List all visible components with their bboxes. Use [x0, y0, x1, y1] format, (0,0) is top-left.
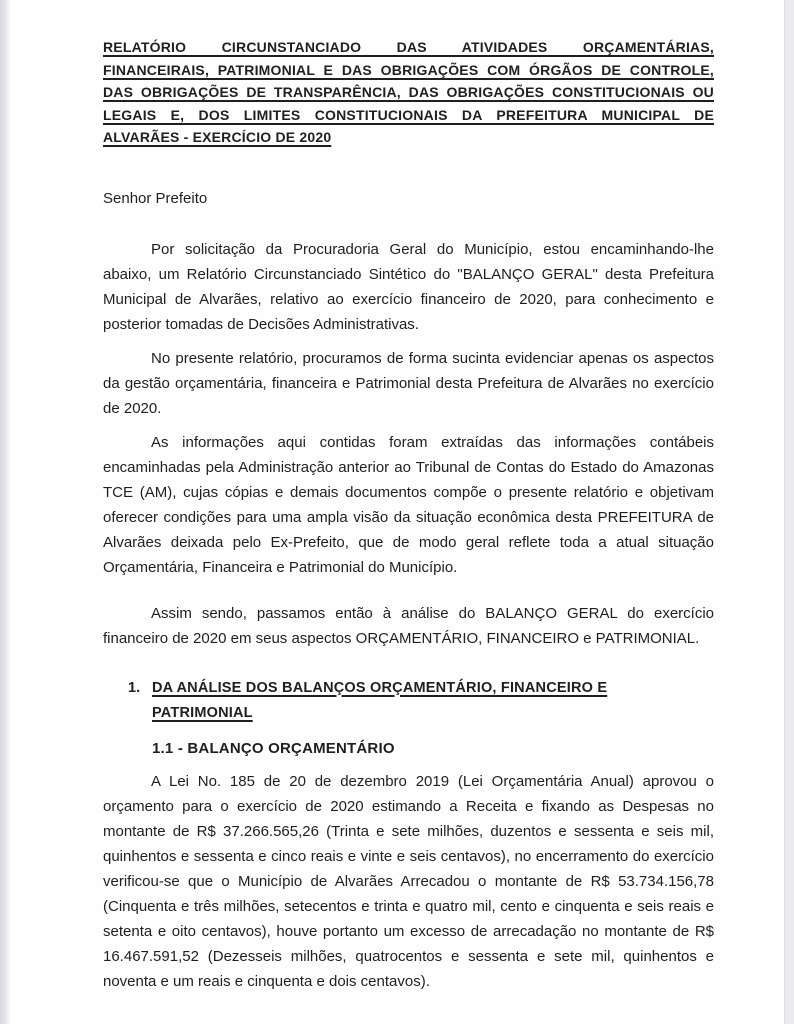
section-heading-text [152, 676, 714, 726]
heading-line: DA ANÁLISE DOS BALANÇOS ORÇAMENTÁRIO, FINANCEIRO E [152, 679, 608, 696]
title-line: RELATÓRIO CIRCUNSTANCIADO DAS ATIVIDADES ORÇAMENTÁRIAS, [103, 39, 714, 55]
body-paragraph: A Lei No. 185 de 20 de dezembro 2019 (Lei Orçamentária Anual) aprovou o orçamento para o exercício de 2020 estimando a Receita e fixando as Despesas no montante de R$ 37.266.565,26 (Trinta e sete milhões, duzentos e sessenta e seis mil, quinhentos e sessenta e cinco reais e vinte e seis centavos), no encerramento do exercício verificou-se que o Município de Alvarães Arrecadou o montante de R$ 53.734.156,78 (Cinquenta e três milhões, setecentos e trinta e quatro mil, cento e cinquenta e seis reais e setenta e oito centavos), houve portanto um excesso de arrecadação no montante de R$ 16.467.591,52 (Dezesseis milhões, quatrocentos e sessenta e sete mil, quinhentos e noventa e um reais e cinquenta e dois centavos). [103, 772, 714, 990]
document-title [103, 36, 714, 149]
section-number: 1. [128, 679, 141, 696]
title-line: DAS OBRIGAÇÕES DE TRANSPARÊNCIA, DAS OBRIGAÇÕES CONSTITUCIONAIS OU [103, 84, 714, 100]
body-paragraph: Por solicitação da Procuradoria Geral do Município, estou encaminhando-lhe abaixo, um Relatório Circunstanciado Sintético do "BALANÇO GERAL" desta Prefeitura Municipal de Alvarães, relativo ao exercício financeiro de 2020, para conhecimento e posterior tomadas de Decisões Administrativas. [103, 240, 714, 333]
heading-line: PATRIMONIAL [152, 704, 253, 721]
body-paragraph: No presente relatório, procuramos de forma sucinta evidenciar apenas os aspectos da gestão orçamentária, financeira e Patrimonial desta Prefeitura de Alvarães no exercício de 2020. [103, 349, 714, 417]
scan-edge-right [784, 0, 794, 1024]
section-1-heading [103, 676, 714, 726]
subsection-1-1-heading: 1.1 - BALANÇO ORÇAMENTÁRIO [152, 739, 395, 757]
title-line: ALVARÃES - EXERCÍCIO DE 2020 [103, 129, 332, 145]
document-content [103, 0, 714, 994]
title-line: FINANCEIRAIS, PATRIMONIAL E DAS OBRIGAÇÕES COM ÓRGÃOS DE CONTROLE, [103, 61, 714, 78]
title-line: LEGAIS E, DOS LIMITES CONSTITUCIONAIS DA PREFEITURA MUNICIPAL DE [103, 106, 714, 123]
scan-edge-left [0, 0, 10, 1024]
body-paragraph: As informações aqui contidas foram extraídas das informações contábeis encaminhadas pela Administração anterior ao Tribunal de Contas do Estado do Amazonas TCE (AM), cujas cópias e demais documentos compõe o presente relatório e objetivam oferecer condições para uma ampla visão da situação econômica desta PREFEITURA de Alvarães deixada pelo Ex-Prefeito, que de modo geral reflete toda a atual situação Orçamentária, Financeira e Patrimonial do Município. [103, 433, 714, 576]
body-paragraph: Assim sendo, passamos então à análise do BALANÇO GERAL do exercício financeiro de 2020 em seus aspectos ORÇAMENTÁRIO, FINANCEIRO e PATRIMONIAL. [103, 604, 714, 647]
salutation: Senhor Prefeito [103, 189, 208, 207]
